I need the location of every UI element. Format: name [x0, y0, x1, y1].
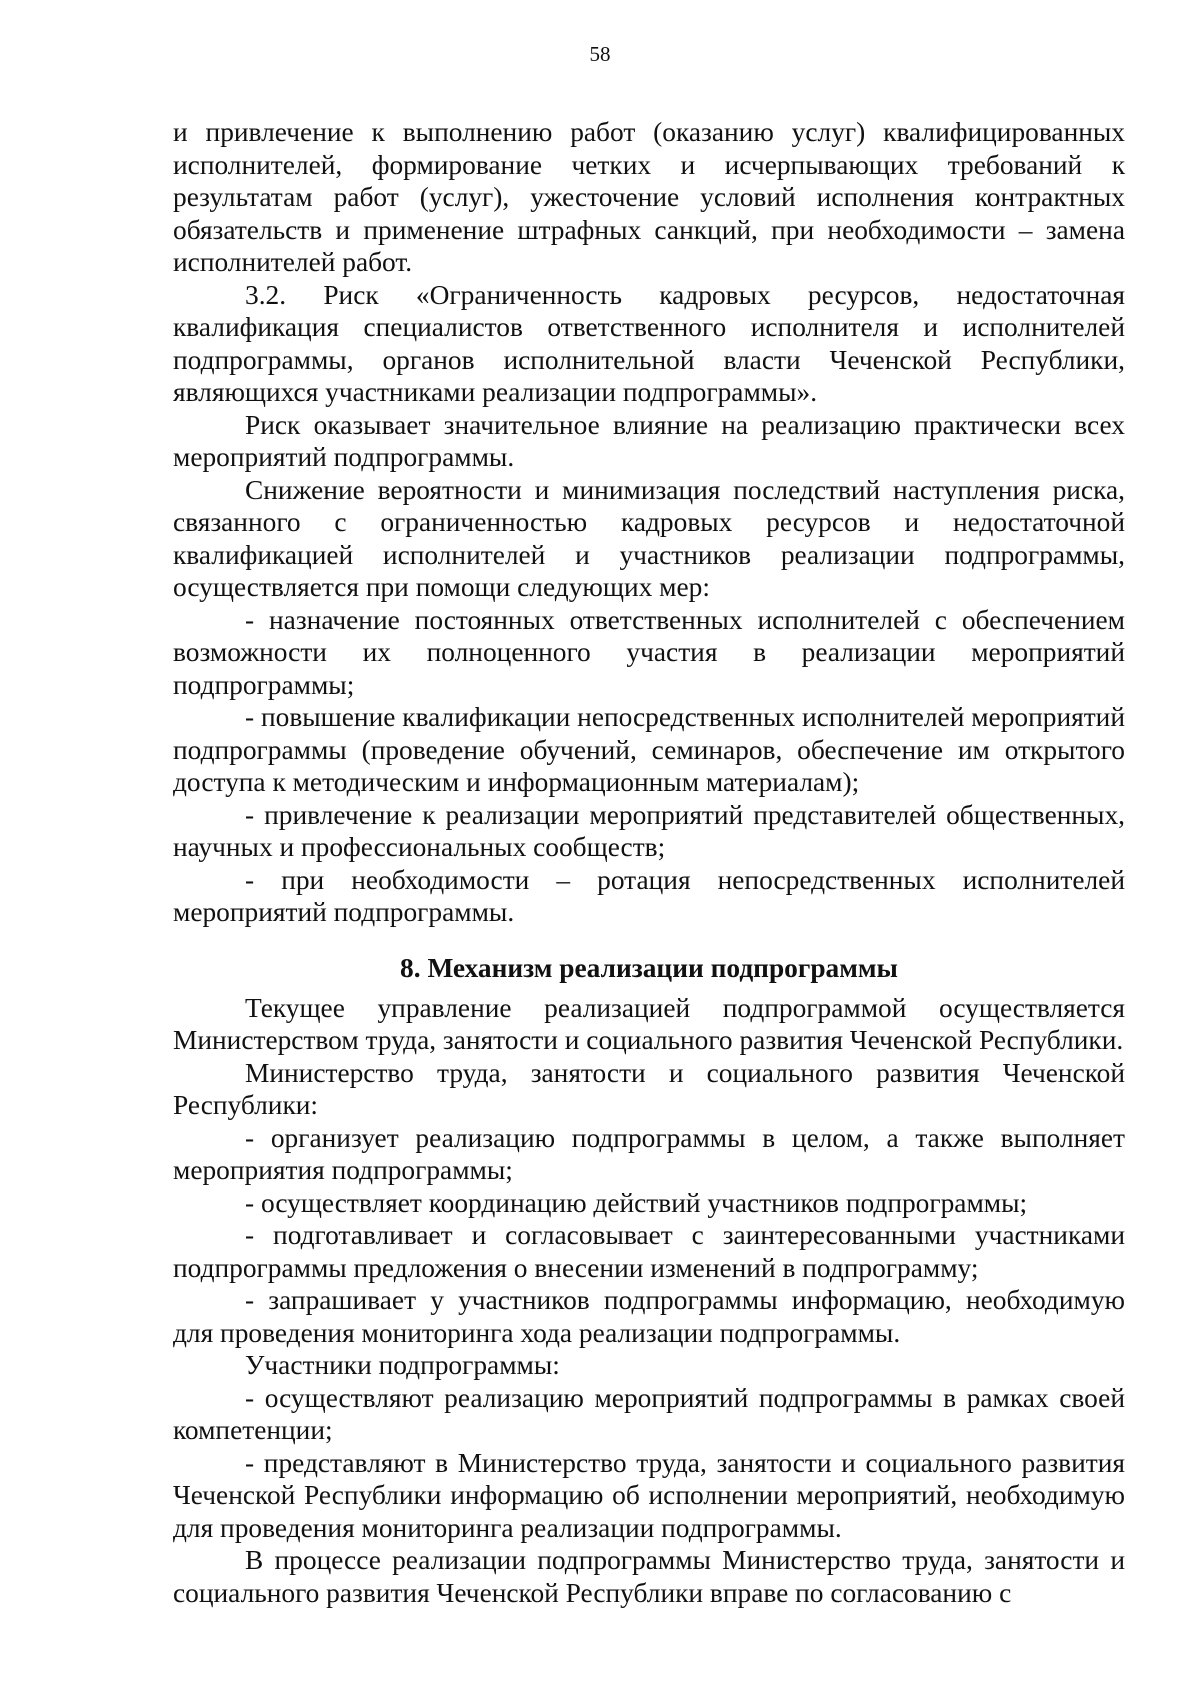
list-item: - запрашивает у участников подпрограммы информацию, необходимую для проведения мониторинга хода реализации подпрограммы.	[173, 1285, 1125, 1348]
list-item: - организует реализацию подпрограммы в целом, а также выполняет мероприятия подпрограммы;	[173, 1122, 1125, 1185]
paragraph: В процессе реализации подпрограммы Министерство труда, занятости и социального развития Чеченской Республики вправе по согласованию с	[173, 1545, 1125, 1608]
list-item: - назначение постоянных ответственных исполнителей с обеспечением возможности их полноценного участия в реализации мероприятий подпрограммы;	[173, 604, 1125, 700]
page-number: 58	[589, 42, 611, 66]
list-item: - повышение квалификации непосредственных исполнителей мероприятий подпрограммы (проведение обучений, семинаров, обеспечение им открытого доступа к методическим и информационным материалам);	[173, 702, 1125, 797]
list-item: - осуществляют реализацию мероприятий подпрограммы в рамках своей компетенции;	[173, 1382, 1125, 1445]
paragraph: и привлечение к выполнению работ (оказанию услуг) квалифицированных исполнителей, формирование четких и исчерпывающих требований к результатам работ (услуг), ужесточение условий исполнения контрактных обязательств и применение штрафных санкций, при необходимости – замена исполнителей работ.	[173, 117, 1125, 277]
paragraph: Министерство труда, занятости и социального развития Чеченской Республики:	[173, 1057, 1125, 1120]
document-body	[173, 116, 1125, 1609]
list-item: - подготавливает и согласовывает с заинтересованными участниками подпрограммы предложения о внесении изменений в подпрограмму;	[173, 1220, 1125, 1283]
paragraph: Риск оказывает значительное влияние на реализацию практически всех мероприятий подпрограммы.	[173, 409, 1125, 472]
list-item: - при необходимости – ротация непосредственных исполнителей мероприятий подпрограммы.	[173, 864, 1125, 927]
paragraph: Снижение вероятности и минимизация последствий наступления риска, связанного с ограниченностью кадровых ресурсов и недостаточной квалификацией исполнителей и участников реализации подпрограммы, осуществляется при помощи следующих мер:	[173, 474, 1125, 602]
paragraph: Текущее управление реализацией подпрограммой осуществляется Министерством труда, занятости и социального развития Чеченской Республики.	[173, 992, 1125, 1055]
paragraph: 3.2. Риск «Ограниченность кадровых ресурсов, недостаточная квалификация специалистов ответственного исполнителя и исполнителей подпрограммы, органов исполнительной власти Чеченской Республики, являющихся участниками реализации подпрограммы».	[173, 279, 1125, 407]
paragraph: Участники подпрограммы:	[245, 1350, 560, 1380]
list-item: - осуществляет координацию действий участников подпрограммы;	[245, 1187, 1028, 1218]
list-item: - представляют в Министерство труда, занятости и социального развития Чеченской Республики информацию об исполнении мероприятий, необходимую для проведения мониторинга реализации подпрограммы.	[173, 1447, 1125, 1543]
list-item: - привлечение к реализации мероприятий представителей общественных, научных и профессиональных сообществ;	[173, 799, 1125, 862]
section-heading: 8. Механизм реализации подпрограммы	[400, 952, 898, 983]
